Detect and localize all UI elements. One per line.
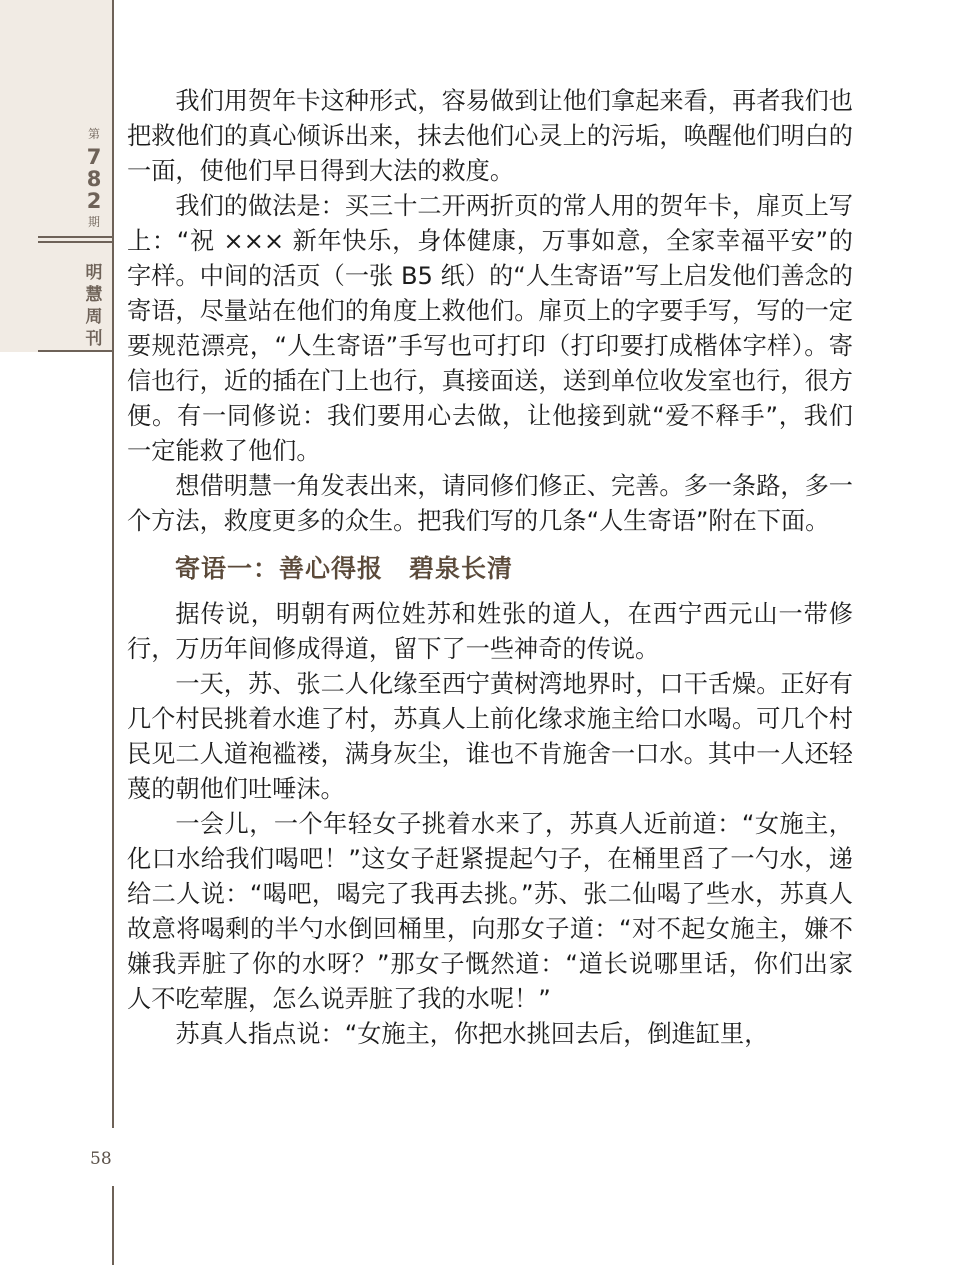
paragraph: 想借明慧一角发表出来，请同修们修正、完善。多一条路，多一个方法，救度更多的众生。把我们写的几条“人生寄语”附在下面。 [127,472,853,535]
issue-digits [80,146,108,212]
paragraph: 我们用贺年卡这种形式，容易做到让他们拿起来看，再者我们也把救他们的真心倾诉出来，抹去他们心灵上的污垢，唤醒他们明白的一面，使他们早日得到大法的救度。 [127,87,853,185]
margin-rule-top [112,0,114,1128]
issue-prefix: 第 [87,127,100,141]
journal-char: 刊 [85,329,103,349]
issue-digit: 8 [86,167,102,191]
paragraph: 一会儿，一个年轻女子挑着水来了，苏真人近前道：“女施主，化口水给我们喝吧！”这女子赶紧提起勺子，在桶里舀了一勺水，递给二人说：“喝吧，喝完了我再去挑。”苏、张二仙喝了些水，苏真人故意将喝剩的半勺水倒回桶里，向那女子道：“对不起女施主，嫌不嫌我弄脏了你的水呀？”那女子慨然道：“道长说哪里话，你们出家人不吃荤腥，怎么说弄脏了我的水呢！” [127,810,853,1013]
journal-char: 慧 [85,285,103,305]
issue-digit: 2 [86,189,102,213]
issue-suffix: 期 [87,215,100,229]
sidebar-divider [38,236,113,238]
issue-number [80,128,108,228]
paragraph: 据传说，明朝有两位姓苏和姓张的道人，在西宁西元山一带修行，万历年间修成得道，留下了一些神奇的传说。 [127,600,853,663]
sidebar-divider [38,241,113,243]
paragraph: 一天，苏、张二人化缘至西宁黄树湾地界时，口干舌燥。正好有几个村民挑着水進了村，苏真人上前化缘求施主给口水喝。可几个村民见二人道袍褴褛，满身灰尘，谁也不肯施舍一口水。其中一人还轻蔑的朝他们吐唾沫。 [127,670,853,803]
issue-digit: 7 [86,145,102,169]
margin-rule-bottom [112,1186,114,1265]
sidebar-bottom-rule [38,350,113,352]
journal-char: 明 [85,263,103,283]
journal-name [80,262,108,350]
journal-char: 周 [85,307,103,327]
page-number: 58 [90,1149,112,1169]
article-body [127,84,853,1052]
paragraph: 苏真人指点说：“女施主，你把水挑回去后，倒進缸里， [175,1020,769,1048]
paragraph: 我们的做法是：买三十二开两折页的常人用的贺年卡，扉页上写上：“祝 ××× 新年快乐，身体健康，万事如意，全家幸福平安”的字样。中间的活页（一张 B5 纸）的“人生寄语”写上启发他们善念的寄语，尽量站在他们的角度上救他们。扉页上的字要手写，写的一定要规范漂亮，“人生寄语”手写也可打印（打印要打成楷体字样）。寄信也行，近的插在门上也行，真接面送，送到单位收发室也行，很方便。有一同修说：我们要用心去做，让他接到就“爱不释手”，我们一定能救了他们。 [127,192,853,465]
section-title: 寄语一：善心得报 碧泉长清 [175,554,514,583]
